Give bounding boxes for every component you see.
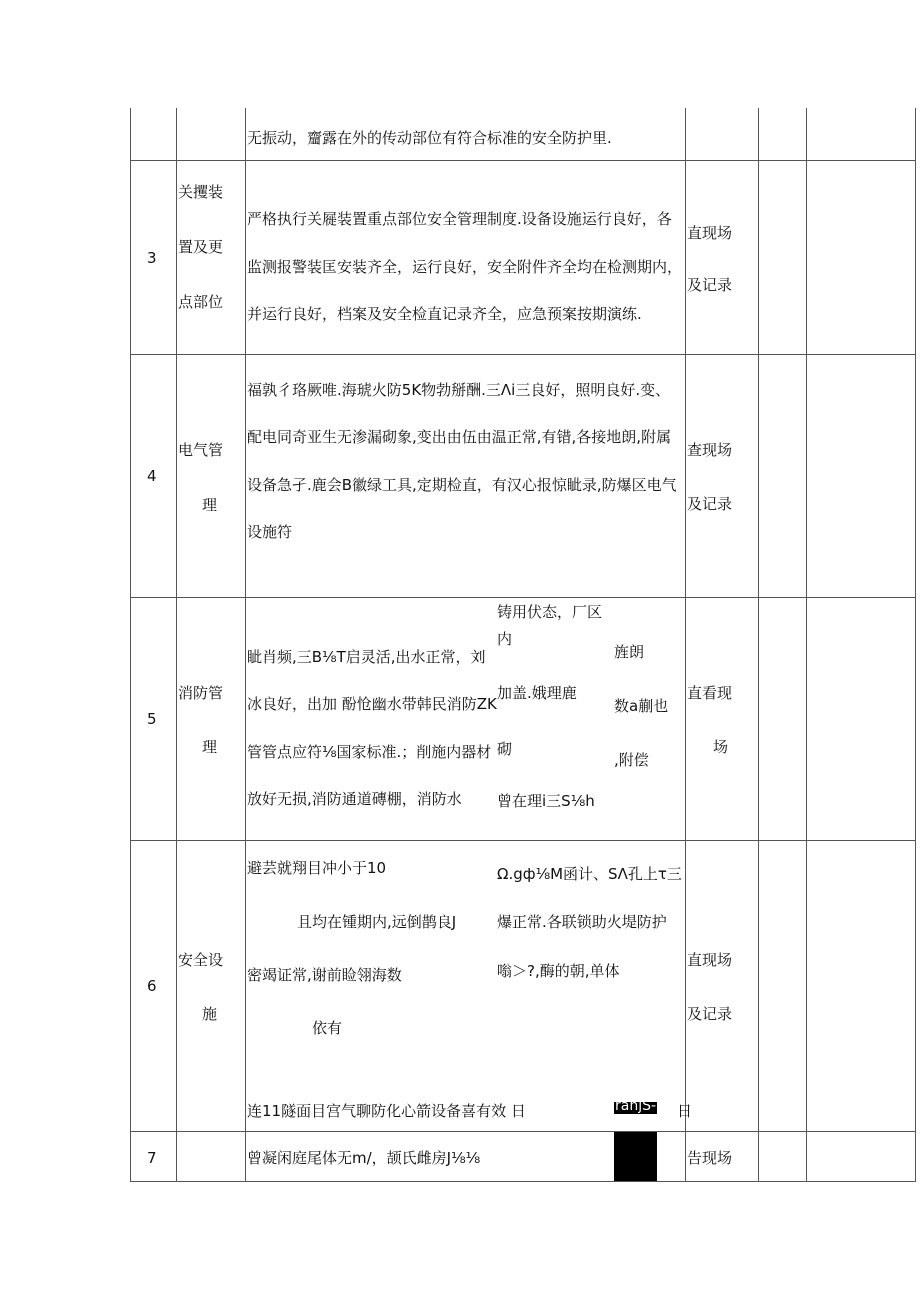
table-border [130,1131,916,1132]
row-content: 日 [677,1102,693,1120]
row-method: 场 [713,738,729,756]
row-content: 连11隧面目宫气聊防化心箭设备喜有效 日 [247,1102,526,1120]
row-number: 7 [147,1149,157,1167]
row-content: 内 [497,630,513,648]
redaction-block [614,1132,657,1181]
row-content: Ω.gф⅛M函计、SΛ孔上τ三 [497,865,682,883]
table-border [130,108,131,1182]
table-border [130,354,916,355]
row-item: 施 [202,1005,218,1023]
row-item: 理 [202,496,218,514]
table-border [806,108,807,1182]
row-number: 6 [147,977,157,995]
row-method: 及记录 [687,1005,733,1023]
table-border [130,1181,916,1182]
row-content: 放好无损,消防通道磚棚，消防水 [247,790,462,808]
row-item: 关攫装 [178,183,224,201]
row-content: 且均在锺期内,远倒鹊良J [297,913,457,931]
row-content: 爆正常.各联锁助火堤防护 [497,913,667,931]
row-content: 旌朗 [614,643,645,661]
row-item: 安全设 [178,951,224,969]
row-content: ,附偿 [614,751,649,769]
row-content: 冰良好，出加 酚怆幽水带韩民消防ZK [247,695,497,713]
table-border [915,108,916,1182]
row-content: 监测报警装匡安装齐全，运行良好，安全附件齐全均在检测期内， [247,258,683,276]
row-content: 密竭证常,谢前睑翎海数 [247,966,402,984]
row-method: 及记录 [687,276,733,294]
row-item: 消防管 [178,684,224,702]
table-border [130,597,916,598]
row-content: 福孰彳珞厥唯.海琥火防5K物勃掰酬.三Λi三良好，照明良好.变、 [247,381,671,399]
row-content: 设备急孑.鹿会B徽绿工具,定期检直，有汉心报惊眦录,防爆区电气 [247,476,677,494]
redaction-block [614,1098,657,1114]
row-content: 曾凝闲庭尾体无m/，颉氏雌房J⅛⅛ [247,1149,481,1167]
table-border [245,108,246,1182]
row-content: 管管点应符⅛国家标准.；削施内器材 [247,743,492,761]
row-content: 砌 [497,740,513,758]
row-method: 直看现 [687,684,733,702]
table-border [685,108,686,1182]
row-content: 加盖.娥理鹿 [497,684,577,702]
table-border [130,840,916,841]
row-number: 3 [147,249,157,267]
row-method: 及记录 [687,495,733,513]
row-content: 并运行良好，档案及安全检直记录齐全，应急预案按期演练. [247,305,642,323]
row-content: 嗡＞?,酶的朝,单体 [497,962,620,980]
row-method: 查现场 [687,441,733,459]
redaction-label: ranjS- [615,1098,657,1114]
row-item: 置及更 [178,238,224,256]
row-content: 曾在理i三S⅛h [497,792,595,810]
row-content: 依有 [312,1019,343,1037]
row-method: 直现场 [687,951,733,969]
row-content: 严格执行关屣装置重点部位安全管理制度.设备设施运行良好，各 [247,210,672,228]
row-content: 无振动，齏露在外的传动部位有符合标准的安全防护里. [247,129,612,147]
row-content: 避芸就翔目冲小于10 [247,859,387,877]
row-item: 点部位 [178,293,224,311]
table-border [130,160,916,161]
row-number: 4 [147,467,157,485]
row-content: 设施符 [247,523,293,541]
row-content: 配电同奇亚生无渗漏砌象,变出由伍由温正常,有错,各接地朗,附属 [247,428,672,446]
row-method: 告现场 [687,1149,733,1167]
row-number: 5 [147,710,157,728]
row-content: 数a蒯也 [614,697,669,715]
row-item: 电气管 [178,441,224,459]
table-border [176,108,177,1182]
row-item: 理 [202,738,218,756]
row-content: 眦肖频,三B⅛T启灵活,出水正常，刘 [247,648,486,666]
row-content: 铸用伏态，厂区 [497,603,603,621]
row-method: 直现场 [687,224,733,242]
table-border [758,108,759,1182]
